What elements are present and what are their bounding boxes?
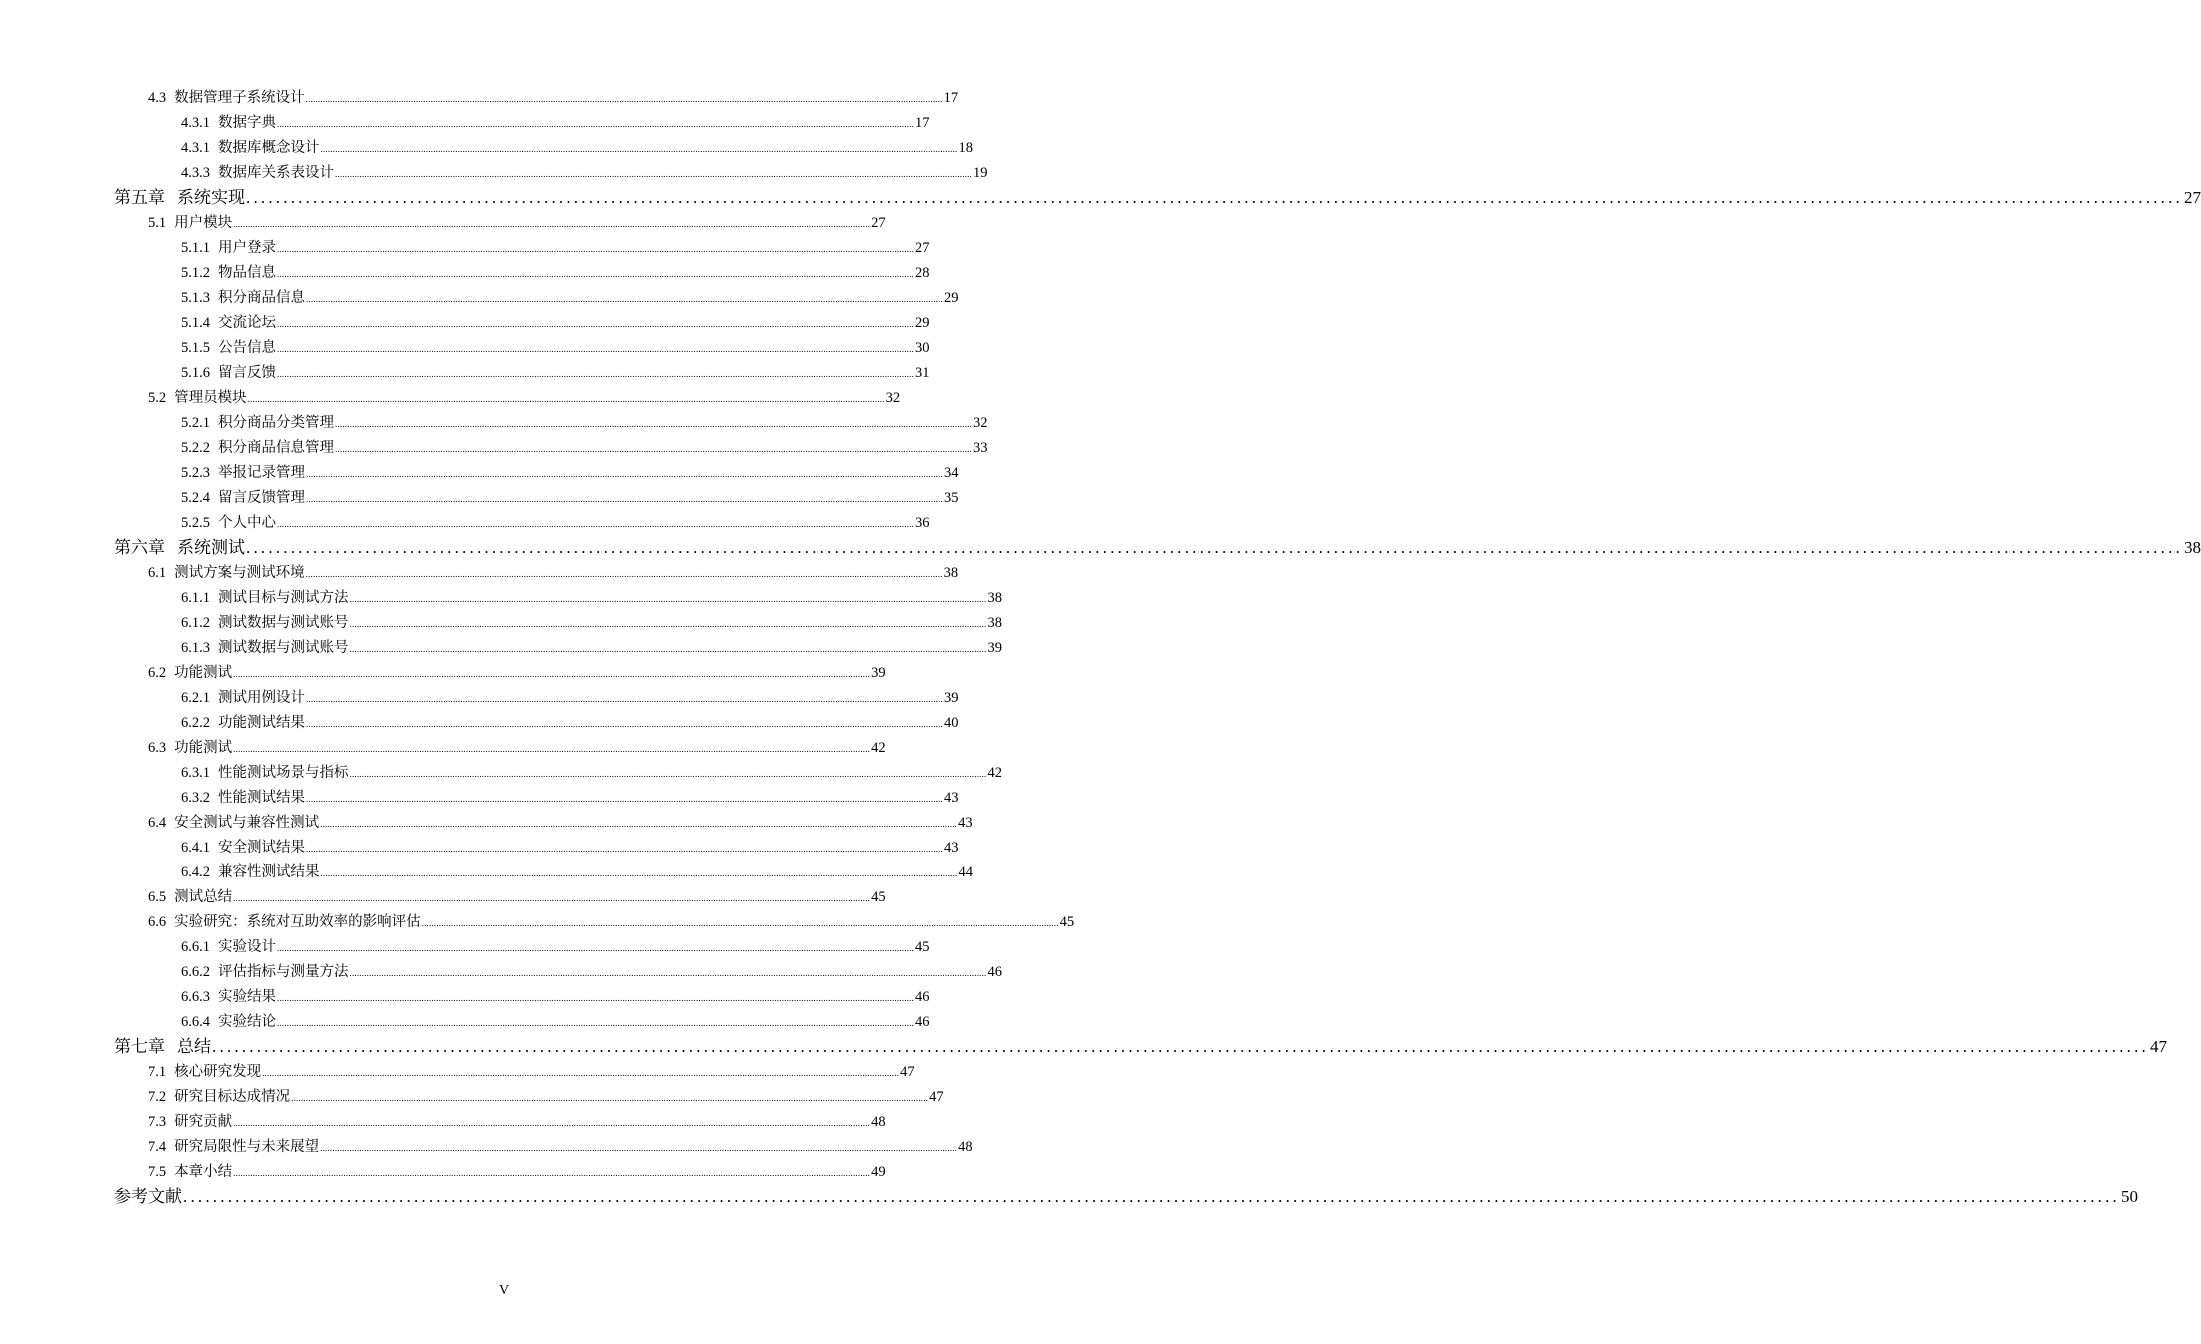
toc-dot-leader: ....................................................................................................................................................................................................................................................................: [247, 393, 885, 404]
toc-dot-leader: ....................................................................................................................................................................................................................................................................: [335, 443, 972, 454]
toc-entry-number: 6.6.1: [181, 939, 210, 956]
toc-entry-page: 47: [2150, 1037, 2167, 1057]
toc-dot-leader: ....................................................................................................................................................................................................................................................................: [306, 493, 943, 504]
toc-dot-leader: ....................................................................................................................................................................................................................................................................: [306, 468, 943, 479]
toc-entry-number: 6.4.2: [181, 864, 210, 881]
toc-entry-page: 17: [943, 90, 959, 107]
toc-entry-title: 实验研究：系统对互助效率的影响评估: [174, 914, 421, 931]
toc-entry-title: 测试方案与测试环境: [174, 564, 305, 581]
toc-dot-leader: ....................................................................................................................................................................................................................................................................: [291, 1093, 929, 1104]
toc-dot-leader: ....................................................................................................................................................................................................................................................................: [305, 568, 943, 579]
toc-entry-number: 5.1.1: [181, 239, 210, 256]
toc-entry-page: 47: [929, 1089, 944, 1106]
toc-entry-title: 兼容性测试结果: [218, 864, 320, 881]
toc-entry-number: 6.2: [148, 664, 167, 681]
toc-entry-number: 5.2.5: [181, 514, 210, 531]
toc-entry-number: 4.3.1: [181, 140, 210, 157]
toc-dot-leader: ....................................................................................................................................................................................................................................................................: [233, 1118, 871, 1129]
toc-entry-page: 39: [987, 639, 1002, 656]
toc-subsection-entry[interactable]: [181, 989, 930, 1006]
footer-page-number: V: [498, 1283, 510, 1298]
toc-entry-page: 40: [944, 714, 959, 731]
toc-entry-title: 数据字典: [218, 115, 276, 132]
toc-entry-page: 46: [915, 989, 930, 1006]
toc-entry-page: 46: [915, 1014, 930, 1031]
toc-subsection-entry[interactable]: [181, 264, 930, 281]
toc-entry-number: 5.2.1: [181, 414, 210, 431]
toc-entry-number: 7.4: [148, 1139, 167, 1156]
toc-entry-title: 用户模块: [174, 215, 233, 231]
toc-entry-number: 6.2.2: [181, 714, 210, 731]
toc-section-entry[interactable]: [148, 1064, 915, 1081]
toc-entry-page: 35: [944, 489, 959, 506]
toc-entry-number: 4.3: [148, 90, 167, 107]
toc-dot-leader: ....................................................................................................................................................................................................................................................................: [277, 943, 914, 954]
toc-dot-leader: ....................................................................................................................................................................................................................................................................: [306, 718, 943, 729]
toc-entry-title: 留言反馈: [218, 364, 276, 381]
toc-subsection-entry[interactable]: [181, 339, 930, 356]
toc-dot-leader: ....................................................................................................................................................................................................................................................................: [277, 343, 914, 354]
toc-entry-page: 19: [973, 165, 988, 182]
toc-entry-title: 总结: [177, 1037, 211, 1057]
toc-entry-number: 5.1.4: [181, 314, 210, 331]
toc-entry-title: 测试目标与测试方法: [218, 589, 349, 606]
toc-dot-leader: ....................................................................................................................................................................................................................................................................: [246, 537, 2183, 557]
toc-entry-number: 6.1: [148, 564, 167, 581]
toc-entry-page: 46: [987, 964, 1002, 981]
toc-section-entry[interactable]: [148, 814, 973, 831]
toc-entry-number: 5.1.6: [181, 364, 210, 381]
toc-entry-title: 个人中心: [218, 514, 276, 531]
toc-entry-number: 7.5: [148, 1164, 167, 1181]
toc-chapter-entry[interactable]: [114, 1187, 2138, 1207]
toc-subsection-entry[interactable]: [181, 489, 959, 506]
toc-entry-title: 积分商品信息管理: [218, 439, 334, 456]
toc-entry-title: 实验结论: [218, 1014, 276, 1031]
toc-entry-title: 性能测试场景与指标: [218, 764, 349, 781]
toc-entry-page: 39: [871, 664, 886, 681]
toc-entry-page: 42: [871, 739, 886, 756]
toc-dot-leader: ....................................................................................................................................................................................................................................................................: [277, 993, 914, 1004]
toc-entry-page: 18: [958, 140, 973, 157]
toc-entry-title: 数据库概念设计: [218, 140, 320, 157]
toc-dot-leader: ....................................................................................................................................................................................................................................................................: [262, 1068, 900, 1079]
toc-entry-title: 积分商品分类管理: [218, 414, 334, 431]
toc-dot-leader: ....................................................................................................................................................................................................................................................................: [349, 643, 987, 654]
toc-entry-number: 6.5: [148, 889, 167, 906]
toc-dot-leader: ....................................................................................................................................................................................................................................................................: [277, 368, 914, 379]
toc-entry-title: 研究局限性与未来展望: [174, 1139, 320, 1156]
toc-entry-page: 47: [900, 1064, 915, 1081]
toc-dot-leader: ....................................................................................................................................................................................................................................................................: [335, 169, 972, 180]
toc-subsection-entry[interactable]: [181, 939, 930, 956]
toc-entry-page: 31: [915, 364, 930, 381]
toc-entry-page: 27: [871, 215, 886, 231]
toc-entry-title: 物品信息: [218, 264, 276, 281]
toc-entry-title: 系统实现: [177, 187, 245, 207]
toc-entry-number: 5.1.5: [181, 339, 210, 356]
toc-subsection-entry[interactable]: [181, 165, 988, 182]
toc-entry-page: 27: [915, 239, 930, 256]
toc-chapter-entry[interactable]: [114, 1037, 2167, 1057]
toc-subsection-entry[interactable]: [181, 714, 959, 731]
toc-entry-number: 6.3: [148, 739, 167, 756]
toc-dot-leader: ....................................................................................................................................................................................................................................................................: [349, 618, 987, 629]
toc-entry-number: 6.6: [148, 914, 167, 931]
toc-entry-page: 28: [915, 264, 930, 281]
toc-dot-leader: ....................................................................................................................................................................................................................................................................: [233, 1168, 871, 1179]
toc-entry-title: 系统测试: [177, 537, 245, 557]
toc-entry-title: 性能测试结果: [218, 789, 305, 806]
toc-dot-leader: ....................................................................................................................................................................................................................................................................: [349, 593, 987, 604]
toc-entry-title: 安全测试结果: [218, 839, 305, 856]
toc-entry-page: 27: [2184, 187, 2201, 207]
toc-entry-title: 参考文献: [114, 1187, 182, 1207]
toc-entry-page: 33: [973, 439, 988, 456]
toc-entry-page: 50: [2121, 1187, 2138, 1207]
toc-entry-number: 6.1.3: [181, 639, 210, 656]
toc-entry-page: 34: [944, 464, 959, 481]
toc-dot-leader: ....................................................................................................................................................................................................................................................................: [212, 1037, 2149, 1057]
toc-dot-leader: ....................................................................................................................................................................................................................................................................: [233, 743, 871, 754]
toc-entry-number: 第七章: [114, 1037, 165, 1057]
toc-subsection-entry[interactable]: [181, 289, 959, 306]
toc-entry-page: 29: [915, 314, 930, 331]
toc-entry-title: 公告信息: [218, 339, 276, 356]
toc-dot-leader: ....................................................................................................................................................................................................................................................................: [233, 668, 871, 679]
toc-dot-leader: ....................................................................................................................................................................................................................................................................: [306, 293, 943, 304]
toc-entry-number: 4.3.1: [181, 115, 210, 132]
toc-subsection-entry[interactable]: [181, 239, 930, 256]
toc-entry-page: 38: [2184, 537, 2201, 557]
toc-subsection-entry[interactable]: [181, 1014, 930, 1031]
toc-entry-number: 6.4: [148, 814, 167, 831]
toc-entry-page: 49: [871, 1164, 886, 1181]
toc-entry-title: 核心研究发现: [174, 1064, 262, 1081]
toc-subsection-entry[interactable]: [181, 589, 1002, 606]
toc-dot-leader: ....................................................................................................................................................................................................................................................................: [349, 968, 987, 979]
toc-entry-page: 44: [958, 864, 973, 881]
toc-subsection-entry[interactable]: [181, 115, 930, 132]
toc-dot-leader: ....................................................................................................................................................................................................................................................................: [349, 768, 987, 779]
toc-subsection-entry[interactable]: [181, 439, 988, 456]
toc-dot-leader: ....................................................................................................................................................................................................................................................................: [277, 119, 914, 130]
toc-entry-page: 42: [987, 764, 1002, 781]
toc-dot-leader: ....................................................................................................................................................................................................................................................................: [320, 868, 958, 879]
toc-subsection-entry[interactable]: [181, 314, 930, 331]
toc-entry-page: 32: [973, 414, 988, 431]
toc-entry-title: 功能测试结果: [218, 714, 305, 731]
toc-entry-page: 17: [915, 115, 930, 132]
toc-section-entry[interactable]: [148, 889, 886, 906]
toc-dot-leader: ....................................................................................................................................................................................................................................................................: [277, 243, 914, 254]
toc-entry-title: 管理员模块: [174, 389, 247, 406]
toc-entry-title: 测试数据与测试账号: [218, 639, 349, 656]
toc-dot-leader: ....................................................................................................................................................................................................................................................................: [233, 893, 871, 904]
toc-subsection-entry[interactable]: [181, 140, 973, 157]
toc-dot-leader: ....................................................................................................................................................................................................................................................................: [277, 1018, 914, 1029]
toc-entry-title: 评估指标与测量方法: [218, 964, 349, 981]
toc-entry-page: 38: [987, 614, 1002, 631]
toc-section-entry[interactable]: [148, 664, 886, 681]
toc-dot-leader: ....................................................................................................................................................................................................................................................................: [277, 518, 914, 529]
toc-section-entry[interactable]: [148, 914, 1075, 931]
toc-entry-number: 6.1.1: [181, 589, 210, 606]
toc-entry-number: 第六章: [114, 537, 165, 557]
toc-entry-title: 测试数据与测试账号: [218, 614, 349, 631]
toc-section-entry[interactable]: [148, 1114, 886, 1131]
toc-entry-page: 45: [1059, 914, 1075, 931]
toc-entry-number: 7.2: [148, 1089, 167, 1106]
toc-entry-title: 用户登录: [218, 239, 276, 256]
toc-section-entry[interactable]: [148, 90, 959, 107]
toc-subsection-entry[interactable]: [181, 414, 988, 431]
toc-entry-number: 6.3.2: [181, 789, 210, 806]
toc-entry-title: 留言反馈管理: [218, 489, 305, 506]
toc-entry-page: 43: [944, 789, 959, 806]
toc-subsection-entry[interactable]: [181, 789, 959, 806]
toc-section-entry[interactable]: [148, 1089, 944, 1106]
toc-entry-page: 29: [944, 289, 959, 306]
toc-entry-number: 6.2.1: [181, 689, 210, 706]
toc-dot-leader: ....................................................................................................................................................................................................................................................................: [320, 1143, 958, 1154]
toc-dot-leader: ....................................................................................................................................................................................................................................................................: [335, 418, 972, 429]
toc-subsection-entry[interactable]: [181, 464, 959, 481]
toc-entry-title: 安全测试与兼容性测试: [174, 814, 320, 831]
toc-entry-title: 实验结果: [218, 989, 276, 1006]
toc-entry-number: 7.1: [148, 1064, 167, 1081]
toc-entry-page: 43: [958, 814, 973, 831]
toc-dot-leader: ....................................................................................................................................................................................................................................................................: [233, 219, 871, 229]
toc-subsection-entry[interactable]: [181, 839, 959, 856]
toc-subsection-entry[interactable]: [181, 614, 1002, 631]
toc-chapter-entry[interactable]: [114, 187, 2201, 207]
toc-subsection-entry[interactable]: [181, 764, 1002, 781]
toc-dot-leader: ....................................................................................................................................................................................................................................................................: [246, 187, 2183, 207]
toc-subsection-entry[interactable]: [181, 639, 1002, 656]
toc-entry-number: 6.1.2: [181, 614, 210, 631]
toc-entry-title: 交流论坛: [218, 314, 276, 331]
toc-entry-title: 数据库关系表设计: [218, 165, 334, 182]
toc-entry-number: 6.3.1: [181, 764, 210, 781]
toc-dot-leader: ....................................................................................................................................................................................................................................................................: [277, 268, 914, 279]
toc-dot-leader: ....................................................................................................................................................................................................................................................................: [306, 793, 943, 804]
toc-dot-leader: ....................................................................................................................................................................................................................................................................: [320, 818, 958, 829]
toc-dot-leader: ....................................................................................................................................................................................................................................................................: [421, 918, 1059, 929]
toc-entry-number: 7.3: [148, 1114, 167, 1131]
toc-entry-page: 45: [871, 889, 886, 906]
toc-dot-leader: ....................................................................................................................................................................................................................................................................: [306, 843, 943, 854]
toc-entry-title: 测试总结: [174, 889, 233, 906]
toc-entry-page: 48: [871, 1114, 886, 1131]
toc-entry-page: 36: [915, 514, 930, 531]
toc-entry-number: 6.6.4: [181, 1014, 210, 1031]
toc-entry-page: 39: [944, 689, 959, 706]
toc-entry-page: 38: [943, 564, 959, 581]
toc-section-entry[interactable]: [148, 1139, 973, 1156]
toc-entry-title: 研究贡献: [174, 1114, 233, 1131]
toc-entry-number: 6.6.2: [181, 964, 210, 981]
toc-entry-number: 5.2.3: [181, 464, 210, 481]
toc-entry-number: 5.1: [148, 215, 167, 231]
toc-entry-number: 6.4.1: [181, 839, 210, 856]
toc-entry-title: 测试用例设计: [218, 689, 305, 706]
toc-dot-leader: ....................................................................................................................................................................................................................................................................: [183, 1187, 2120, 1207]
toc-dot-leader: ....................................................................................................................................................................................................................................................................: [305, 94, 943, 105]
toc-dot-leader: ....................................................................................................................................................................................................................................................................: [306, 693, 943, 704]
toc-entry-number: 5.2.2: [181, 439, 210, 456]
toc-entry-page: 45: [915, 939, 930, 956]
toc-entry-title: 功能测试: [174, 664, 233, 681]
toc-section-entry[interactable]: [148, 1164, 886, 1181]
toc-entry-number: 5.2.4: [181, 489, 210, 506]
toc-entry-page: 30: [915, 339, 930, 356]
toc-entry-number: 4.3.3: [181, 165, 210, 182]
toc-entry-number: 5.1.3: [181, 289, 210, 306]
toc-subsection-entry[interactable]: [181, 864, 973, 881]
toc-entry-page: 38: [987, 589, 1002, 606]
toc-entry-title: 功能测试: [174, 739, 233, 756]
toc-entry-title: 数据管理子系统设计: [174, 90, 305, 107]
toc-entry-number: 5.2: [148, 389, 167, 406]
toc-section-entry[interactable]: [148, 389, 901, 406]
toc-entry-number: 第五章: [114, 187, 165, 207]
toc-dot-leader: ....................................................................................................................................................................................................................................................................: [320, 144, 958, 155]
toc-entry-title: 本章小结: [174, 1164, 233, 1181]
toc-subsection-entry[interactable]: [181, 689, 959, 706]
toc-chapter-entry[interactable]: [114, 537, 2201, 557]
toc-entry-title: 实验设计: [218, 939, 276, 956]
toc-dot-leader: ....................................................................................................................................................................................................................................................................: [277, 318, 914, 329]
toc-entry-number: 6.6.3: [181, 989, 210, 1006]
toc-subsection-entry[interactable]: [181, 514, 930, 531]
toc-entry-title: 举报记录管理: [218, 464, 305, 481]
toc-section-entry[interactable]: [148, 215, 886, 231]
toc-subsection-entry[interactable]: [181, 364, 930, 381]
toc-entry-page: 32: [885, 389, 901, 406]
toc-entry-page: 48: [958, 1139, 973, 1156]
toc-section-entry[interactable]: [148, 739, 886, 756]
toc-section-entry[interactable]: [148, 564, 959, 581]
toc-entry-title: 研究目标达成情况: [174, 1089, 291, 1106]
toc-entry-number: 5.1.2: [181, 264, 210, 281]
toc-entry-page: 43: [944, 839, 959, 856]
toc-entry-title: 积分商品信息: [218, 289, 305, 306]
toc-subsection-entry[interactable]: [181, 964, 1002, 981]
